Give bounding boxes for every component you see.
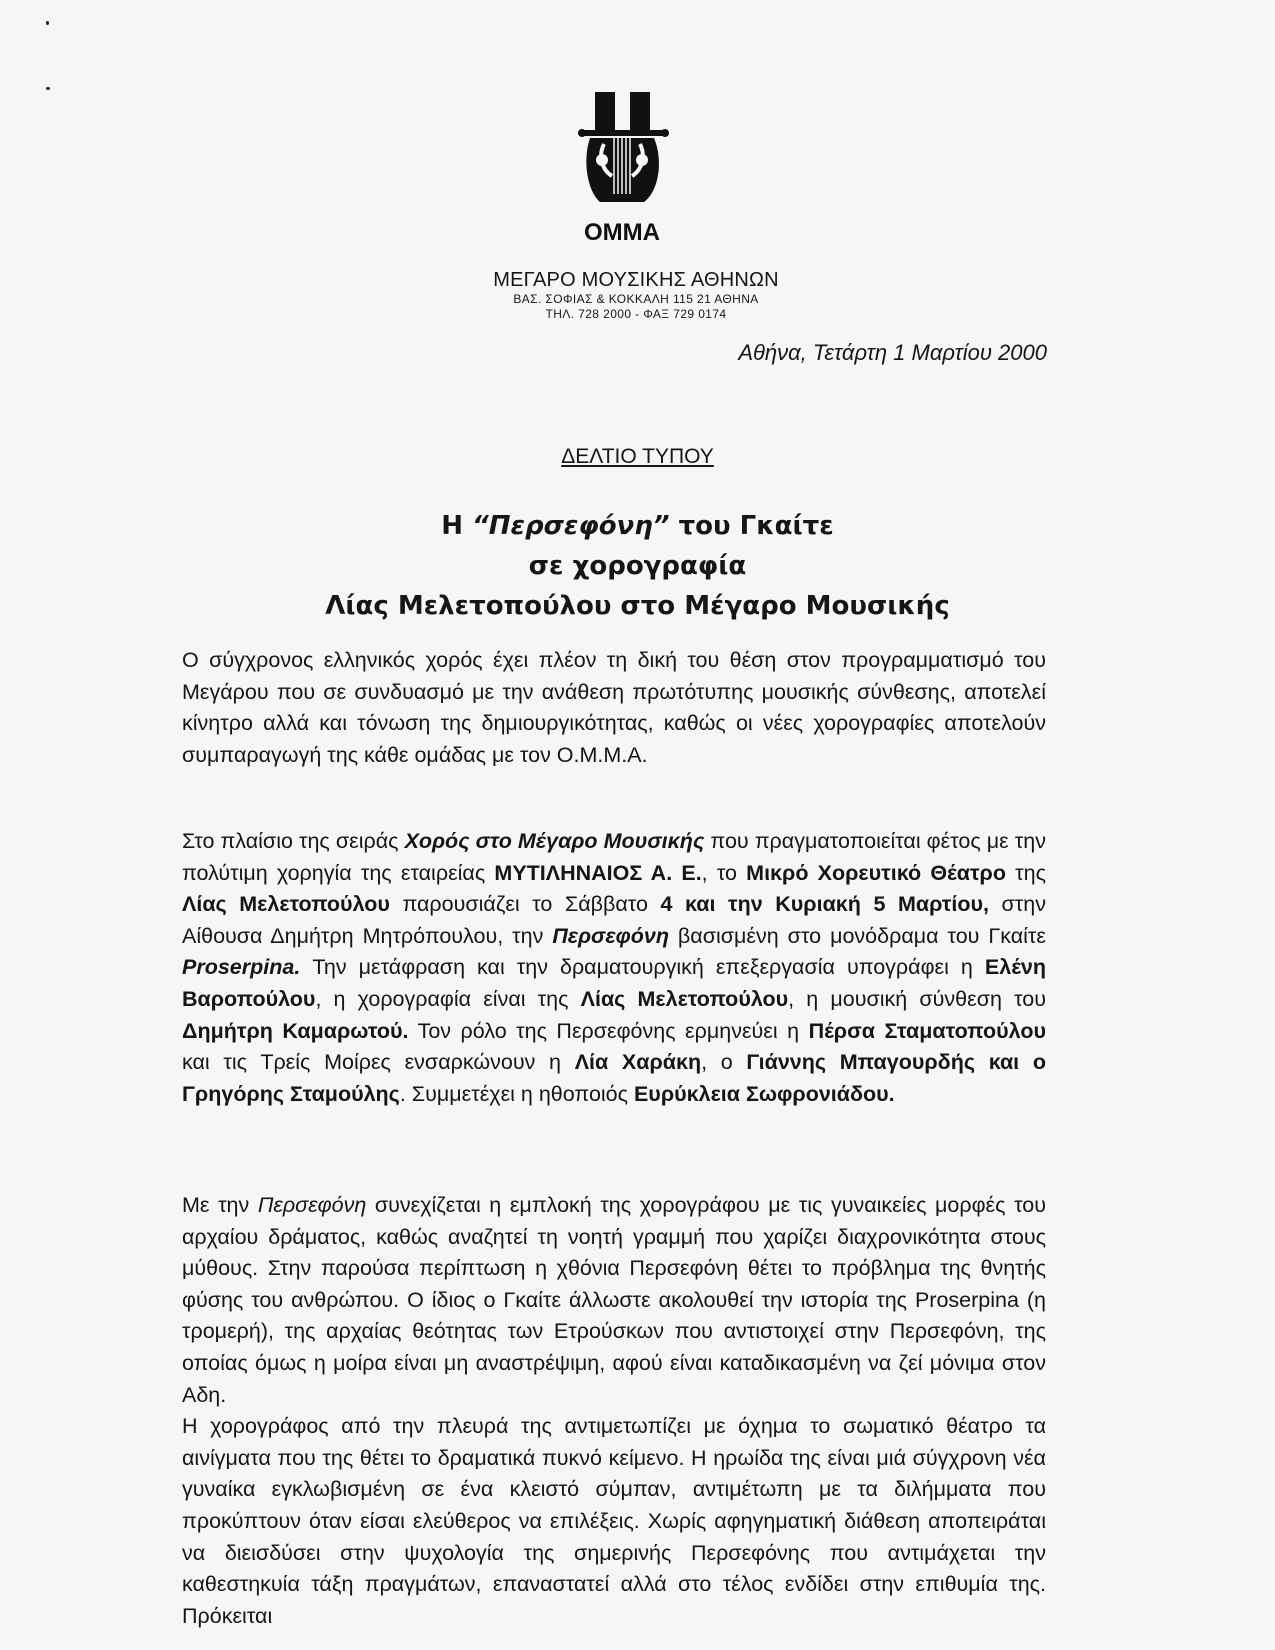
lyre-logo-icon: [578, 92, 700, 252]
text-run: , η χορογραφία είναι της: [315, 986, 581, 1011]
text-run: , η μουσική σύνθεση του: [788, 986, 1046, 1011]
letterhead-logo: [578, 92, 700, 252]
scan-speck: [46, 87, 50, 90]
organization-name: ΜΕΓΑΡΟ ΜΟΥΣΙΚΗΣ ΑΘΗΝΩΝ: [493, 269, 779, 291]
logo-text: OMMA: [584, 219, 660, 246]
dancer-names: Γιάννης Μπαγουρδής και ο Γρηγόρης Σταμούλης: [182, 1050, 1046, 1106]
organization-phone: ΤΗΛ. 728 2000 - ΦΑΞ 729 0174: [545, 307, 727, 321]
document-type-heading: ΔΕΛΤΙΟ ΤΥΠΟΥ: [561, 445, 714, 468]
text-run: στην Αίθουσα Δημήτρη Μητρόπουλου, την: [182, 892, 1047, 948]
text-run: , το: [701, 860, 747, 885]
headline-prefix: Η: [441, 511, 473, 541]
translator-name: Ελένη Βαροπούλου: [182, 955, 1046, 1011]
composer-name: Δημήτρη Καμαρωτού.: [182, 1018, 409, 1043]
text-run: και τις Τρείς Μοίρες ενσαρκώνουν η: [182, 1050, 575, 1075]
text-run: , ο: [701, 1050, 747, 1075]
headline-line-3: Λίας Μελετοπούλου στο Μέγαρο Μουσικής: [325, 591, 950, 621]
headline-work-title: “Περσεφόνη”: [472, 511, 670, 541]
text-run: της: [1005, 860, 1046, 885]
dancer-name: Λία Χαράκη: [574, 1050, 702, 1075]
series-name: Χορός στο Μέγαρο Μουσικής: [404, 829, 705, 853]
text-run: Η χορογράφος από την πλευρά της αντιμετωπίζει με όχημα το σωματικό θέατρο τα αινίγματα που της θέτει το δραματικά πυκνό κείμενο. Η ηρωίδα της είναι μιά σύγχρονη νέα γυναίκα εγκλωβισμένη σε ένα κλειστό σύμπαν, αντιμέτωπη με τα διλήμματα που προκύπτουν όταν είσαι ελεύθερος να επιλέξεις. Χωρίς αφηγηματική διάθεση αποπειράται να διεισδύσει στην ψυχολογία της σημερινής Περσεφόνης που αντιμάχεται την καθεστηκυία τάξη πραγμάτων, επαναστατεί αλλά στο τέλος ενδίδει στην επιθυμία της. Πρόκειται: [182, 1414, 1046, 1628]
performance-dates: 4 και την Κυριακή 5 Μαρτίου,: [660, 892, 989, 917]
sponsor-name: ΜΥΤΙΛΗΝΑΙΟΣ Α. Ε.: [494, 860, 702, 885]
actress-name: Ευρύκλεια Σωφρονιάδου.: [633, 1081, 895, 1106]
paragraph-performance-details: [182, 826, 1046, 1110]
headline-line-2: σε χορογραφία: [528, 551, 747, 581]
letterhead-address-block: [486, 268, 786, 322]
headline-line-1: [0, 506, 1275, 546]
paragraph-concept: [182, 1190, 1046, 1632]
organization-address: ΒΑΣ. ΣΟΦΙΑΣ & ΚΟΚΚΑΛΗ 115 21 ΑΘΗΝΑ: [513, 292, 759, 306]
text-run: Με την: [182, 1193, 258, 1217]
headline-suffix: του Γκαίτε: [669, 511, 834, 541]
scan-speck: [46, 21, 49, 25]
text-run: παρουσιάζει το Σάββατο: [389, 892, 661, 917]
press-release-headline: [0, 506, 1275, 626]
text-run: Στο πλαίσιο της σειράς: [182, 829, 405, 853]
lead-dancer-name: Πέρσα Σταματοπούλου: [808, 1018, 1046, 1043]
text-run: Τον ρόλο της Περσεφόνης ερμηνεύει η: [408, 1018, 809, 1043]
text-run: . Συμμετέχει η ηθοποιός: [399, 1081, 634, 1106]
work-title: Περσεφόνη: [552, 923, 669, 948]
choreographer-name: Λίας Μελετοπούλου: [580, 986, 789, 1011]
company-name: Μικρό Χορευτικό Θέατρο: [746, 860, 1006, 885]
text-run: βασισμένη στο μονόδραμα του Γκαίτε: [668, 923, 1047, 948]
text-run: Την μετάφραση και την δραματουργική επεξεργασία υπογράφει η: [300, 955, 985, 980]
text-run: συνεχίζεται η εμπλοκή της χορογράφου με τις γυναικείες μορφές του αρχαίου δράματος, καθώς αναζητεί τη νοητή γραμμή που χαρίζει διαχρονικότητα στους μύθους. Στην παρούσα περίπτωση η χθόνια Περσεφόνη θέτει το πρόβλημα της θνητής φύσης του ανθρώπου. Ο ίδιος ο Γκαίτε άλλωστε ακολουθεί την ιστορία της Proserpina (η τρομερή), της αρχαίας θεότητας των Ετρούσκων που αντιστοιχεί στην Περσεφόνη, της οποίας όμως η μοίρα είναι μη αναστρέψιμη, αφού είναι καταδικασμένη να ζεί μόνιμα στον Αδη.: [182, 1193, 1046, 1407]
work-title: Περσεφόνη: [257, 1193, 367, 1217]
choreographer-name: Λίας Μελετοπούλου: [182, 892, 390, 917]
text-run: που πραγματοποιείται φέτος με την πολύτιμη χορηγία της εταιρείας: [182, 829, 1046, 885]
document-date: Αθήνα, Τετάρτη 1 Μαρτίου 2000: [738, 340, 1047, 365]
original-work-title: Proserpina.: [182, 955, 301, 980]
paragraph-intro: Ο σύγχρονος ελληνικός χορός έχει πλέον τη δική του θέση στον προγραμματισμό του Μεγάρου που σε συνδυασμό με την ανάθεση πρωτότυπης μουσικής σύνθεσης, αποτελεί κίνητρο αλλά και τόνωση της δημιουργικότητας, καθώς οι νέες χορογραφίες αποτελούν συμπαραγωγή της κάθε ομάδας με τον Ο.Μ.Μ.Α.: [182, 648, 1046, 767]
